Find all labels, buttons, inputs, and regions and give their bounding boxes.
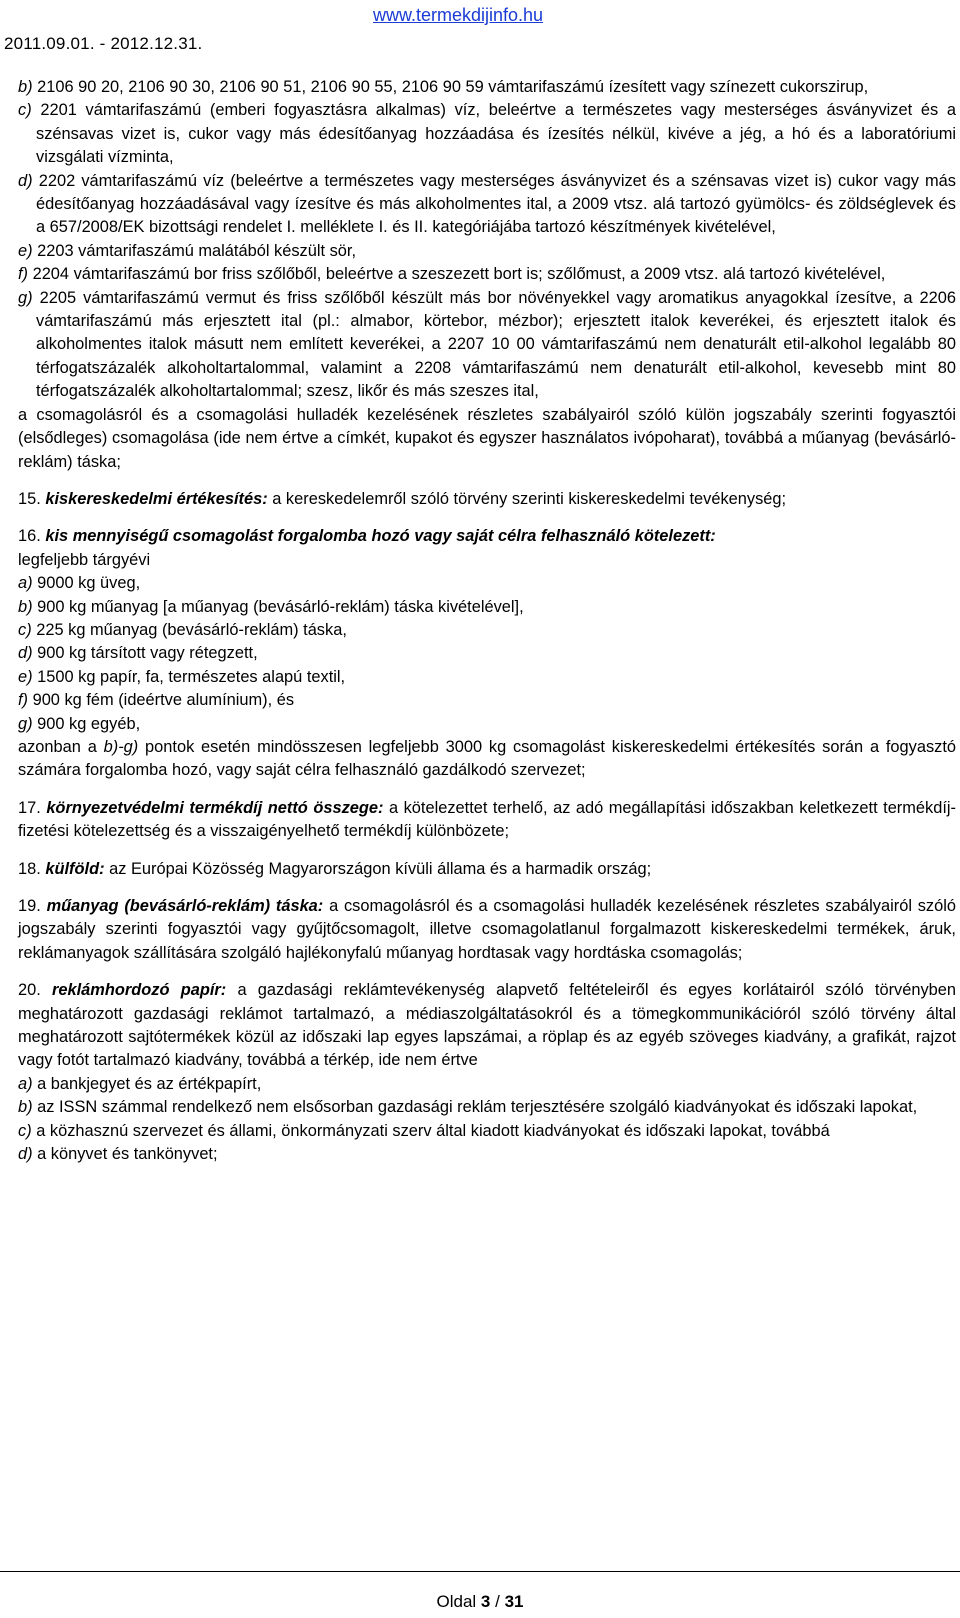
closing-text: azonban a [18,737,97,756]
definition-text: a kötelezettet terhelő, az adó megállapítási időszakban keletkezett termékdíj-fizetési kötelezettség és a visszaigényelhető termékdíj különbözete; [18,798,957,841]
list-item-label: b) [18,1098,33,1117]
definition-16 [18,525,956,548]
definition-number: 20. [18,981,41,1000]
definition-term: reklámhordozó papír: [52,981,227,1000]
definition-number: 15. [18,489,41,508]
definition-20 [18,979,956,1073]
list-item-label: b) [18,78,33,96]
list-item-text: a közhasznú szervezet és állami, önkormányzati szerv által kiadott kiadványokat és időszaki lapokat, továbbá [36,1121,830,1140]
list-item-label: c) [18,620,32,639]
list-item-label: a) [18,1074,33,1093]
list-item-text: 1500 kg papír, fa, természetes alapú textil, [37,667,346,686]
list-item-label: a) [18,574,33,593]
list-item-label: e) [18,667,33,686]
page-total: 31 [504,1592,524,1611]
document-body [18,76,956,1166]
list-item-label: f) [18,265,29,284]
definition-16-closing [18,736,956,783]
packaging-clause: a csomagolásról és a csomagolási hulladék kezelésének részletes szabályairól szóló külön jogszabály szerinti fogyasztói (elsődleges) csomagolása (ide nem értve a címkét, kupakot és egyszer használatos ivópoharat), továbbá a műanyag (bevásárló-reklám) táska; [18,405,956,471]
list-item-f [18,263,956,286]
list-item-label: c) [18,1121,32,1140]
footer-divider [0,1571,960,1572]
definition-text: a kereskedelemről szóló törvény szerinti kiskereskedelmi tevékenység; [272,489,787,508]
definition-term: kiskereskedelmi értékesítés: [45,489,268,508]
list-item-text: 2201 vámtarifaszámú (emberi fogyasztásra alkalmas) víz, beleértve a természetes vagy mesterséges ásványvizet és a szénsavas vizet is, cukor vagy más édesítőanyag hozzáadása és ízesítés nélkül, kivéve a jég, a hó és a laboratóriumi vizsgálati vízminta, [36,101,956,167]
list-item-label: c) [18,101,32,120]
list-item-label: f) [18,691,29,710]
list-item-label: g) [18,714,33,733]
definition-number: 17. [18,798,41,817]
list-item [18,572,956,595]
page-number: 3 [480,1592,491,1611]
list-item-label: g) [18,288,33,307]
list-item-text: a bankjegyet és az értékpapírt, [37,1074,262,1093]
list-item-text: 900 kg társított vagy rétegzett, [37,644,258,663]
list-item-g [18,287,956,404]
list-item [18,666,956,689]
list-item-text: 225 kg műanyag (bevásárló-reklám) táska, [36,620,347,639]
list-item [18,689,956,712]
definition-18 [18,858,956,881]
page-header [0,0,960,53]
list-item [18,642,956,665]
list-item-text: 900 kg műanyag [a műanyag (bevásárló-reklám) táska kivételével], [37,597,524,616]
definition-16-intro: legfeljebb tárgyévi [18,550,151,569]
definition-term: műanyag (bevásárló-reklám) táska: [46,897,324,915]
list-item-text: az ISSN számmal rendelkező nem elsősorban gazdasági reklám terjesztésére szolgáló kiadványokat és időszaki lapokat, [37,1098,918,1117]
definition-number: 19. [18,897,41,915]
list-item [18,1096,956,1119]
list-item [18,713,956,736]
list-item-label: d) [18,171,33,190]
definition-number: 16. [18,527,41,546]
definition-term: külföld: [45,859,105,878]
definition-19 [18,895,956,965]
definition-15 [18,488,956,511]
list-item-text: 900 kg fém (ideértve alumínium), és [32,691,295,710]
list-item-label: d) [18,644,33,663]
list-item-label: d) [18,1145,33,1164]
definition-17 [18,797,956,844]
page-separator: / [495,1592,500,1611]
definition-text: az Európai Közösség Magyarországon kívüli állama és a harmadik ország; [109,859,652,878]
list-item-text: 2202 vámtarifaszámú víz (beleértve a természetes vagy mesterséges ásványvizet és a szénsavas vizet is) cukor vagy más édesítőanyag hozzáadásával vagy ízesítve és más alkoholmentes ital, a 2009 vtsz. alá tartozó gyümölcs- és zöldséglevek és a 657/2008/EK bizottsági rendelet I. melléklete I. és II. kategóriájába tartozó készítmények kivételével, [36,171,956,237]
list-item [18,596,956,619]
header-date-range: 2011.09.01. - 2012.12.31. [4,34,203,53]
definition-term: környezetvédelmi termékdíj nettó összege: [46,798,384,817]
list-item [18,1073,956,1096]
list-item-label: b) [18,597,33,616]
closing-reference: b)-g) [103,737,139,756]
list-item-text: 2203 vámtarifaszámú malátából készült sör, [37,241,356,260]
definition-number: 18. [18,859,41,878]
list-item-b [18,76,956,99]
definition-text: a gazdasági reklámtevékenység alapvető feltételeiről és egyes korlátairól szóló törvényben meghatározott gazdasági reklámot tartalmazó, a médiaszolgáltatásokról és a tömegkommunikációról szóló törvény által meghatározott sajtótermékek közül az időszaki lap egyes lapszámai, a röplap és az egyéb szöveges kiadvány, a grafikát, rajzot vagy fotót tartalmazó kiadvány, továbbá a térkép, ide nem értve [18,981,956,1070]
list-item-text: 2204 vámtarifaszámú bor friss szőlőből, beleértve a szeszezett bort is; szőlőmust, a 2009 vtsz. alá tartozó kivételével, [32,265,886,284]
page-label: Oldal [436,1592,477,1611]
definition-text: a csomagolásról és a csomagolási hulladék kezelésének részletes szabályairól szóló jogszabály szerinti fogyasztói vagy gyűjtőcsomagolt, illetve csomagolatlanul forgalmazott kiskereskedelmi termékek, áruk, reklámanyagok szállítására szolgáló hajlékonyfalú műanyag hordtasak vagy hordtáska csomagolás; [18,897,957,962]
list-item-d [18,170,956,240]
list-item-e [18,240,956,263]
list-item-text: 2205 vámtarifaszámú vermut és friss szőlőből készült más bor növényekkel vagy aromatikus anyagokkal ízesítve, a 2206 vámtarifaszámú más erjesztett ital (pl.: almabor, körtebor, mézbor); erjesztett italok keverékei, és erjesztett italok és alkoholmentes italok másutt nem említett keverékei, a 2207 10 00 vámtarifaszámú nem denaturált etil-alkohol legalább 80 térfogatszázalék alkoholtartalommal, valamint a 2208 vámtarifaszámú nem denaturált etil-alkohol, kevesebb mint 80 térfogatszázalék alkoholtartalommal; szesz, likőr és más szeszes ital, [36,288,956,401]
page-footer [0,1590,960,1613]
list-item-text: 9000 kg üveg, [37,574,141,593]
list-item [18,1143,956,1166]
list-item [18,619,956,642]
list-item-text: a könyvet és tankönyvet; [37,1145,218,1164]
list-item-c [18,99,956,169]
header-website-link[interactable]: www.termekdijinfo.hu [373,5,544,25]
closing-text: pontok esetén mindösszesen legfeljebb 3000 kg csomagolást kiskereskedelmi értékesítés során a fogyasztó számára forgalomba hozó, vagy saját célra felhasználó gazdálkodó szervezet; [18,737,957,780]
list-item-text: 2106 90 20, 2106 90 30, 2106 90 51, 2106 90 55, 2106 90 59 vámtarifaszámú ízesített vagy színezett cukorszirup, [37,78,869,96]
list-item [18,1120,956,1143]
list-item-label: e) [18,241,33,260]
definition-term: kis mennyiségű csomagolást forgalomba hozó vagy saját célra felhasználó kötelezett: [45,527,716,546]
list-item-text: 900 kg egyéb, [37,714,141,733]
